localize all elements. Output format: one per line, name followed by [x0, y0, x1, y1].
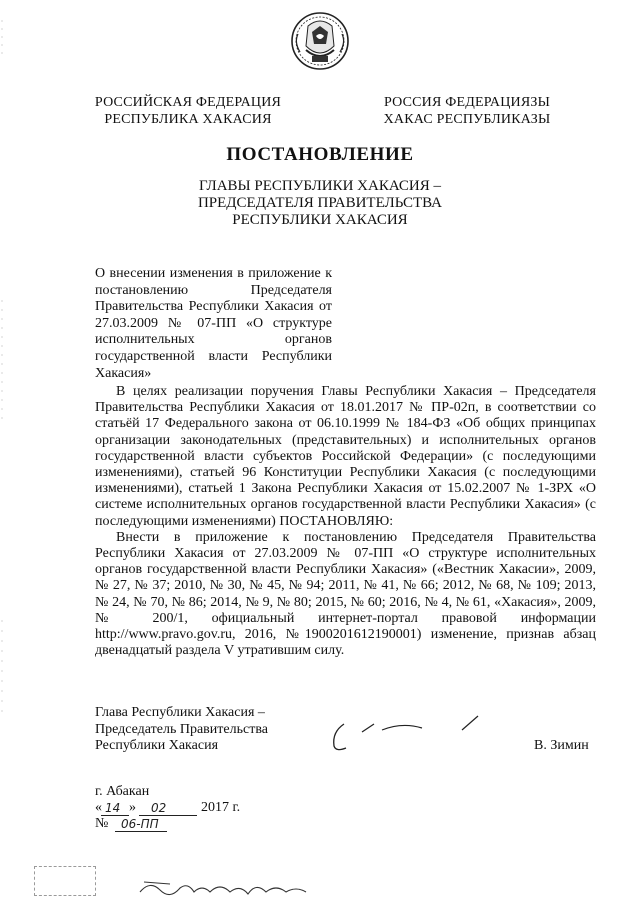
body-paragraph-1: В целях реализации поручения Главы Республики Хакасия – Председателя Правительства Республики Хакасия от 18.01.2017 № ПР-02п, в соответствии со статьёй 17 Федерального закона от 06.10.1999 № 184-ФЗ «Об общих принципах организации законодательных (представительных) и исполнительных органов государственной власти субъектов Российской Федерации» (с последующими изменениями), статьей 96 Конституции Республики Хакасия (с последующими изменениями), статьей 1 Закона Республики Хакасия от 15.02.2007 № 1-ЗРХ «О системе исполнительных органов государственной власти Республики Хакасия» (с последующими изменениями) ПОСТАНОВЛЯЮ: [95, 384, 596, 529]
issuer-line1: ГЛАВЫ РЕСПУБЛИКИ ХАКАСИЯ – [198, 178, 442, 194]
number-value: 06-ПП [121, 817, 159, 831]
header-left-line2: РЕСПУБЛИКА ХАКАСИЯ [104, 112, 272, 127]
signatory-line2: Председатель Правительства [95, 721, 268, 737]
date-quote-close: » [129, 800, 136, 815]
header-right-line2: ХАКАС РЕСПУБЛИКАЗЫ [383, 112, 551, 127]
header-left-line1: РОССИЙСКАЯ ФЕДЕРАЦИЯ [94, 95, 282, 110]
number-prefix: № [95, 816, 109, 831]
date-quote-open: « [95, 800, 102, 815]
body-paragraph-2: Внести в приложение к постановлению Председателя Правительства Республики Хакасия от 27.03.2009 № 07-ПП «О структуре исполнительных органов государственной власти Республики Хакасия» («Вестник Хакасии», 2009, № 27, № 37; 2010, № 30, № 45, № 94; 2011, № 41, № 66; 2012, № 68, № 109; 2013, № 24, № 70, № 86; 2014, № 9, № 80; 2015, № 60; 2016, № 4, № 61, «Хакасия», 2009, № 200/1, официальный интернет-портал правовой информации http://www.pravo.gov.ru, 2016, №1900201612190001) изменение, признав абзац двенадцатый раздела V утратившим силу. [95, 529, 596, 659]
signatory-name: В. Зимин [534, 738, 589, 753]
document-subject: О внесении изменения в приложение к постановлению Председателя Правительства Республики Хакасия от 27.03.2009 № 07-ПП «О структуре исполнительных органов государственной власти Республики Хакасия» [95, 266, 332, 381]
header-russian [78, 94, 298, 128]
issuer-line2: ПРЕДСЕДАТЕЛЯ ПРАВИТЕЛЬСТВА [197, 195, 443, 211]
issuer-line3: РЕСПУБЛИКИ ХАКАСИЯ [232, 212, 408, 228]
coat-of-arms-emblem [288, 10, 352, 74]
signatory-line1: Глава Республики Хакасия – [95, 705, 265, 720]
signatory-title [95, 705, 345, 755]
issue-city: г. Абакан [95, 784, 150, 799]
header-right-line1: РОССИЯ ФЕДЕРАЦИЯЗЫ [383, 95, 551, 110]
handwritten-note [130, 872, 330, 902]
date-month: 02 [151, 801, 167, 815]
document-title: ПОСТАНОВЛЕНИЕ [226, 144, 414, 165]
document-number [95, 816, 295, 834]
handwritten-signature [322, 710, 492, 760]
faint-stamp [34, 866, 96, 896]
header-khakas [362, 94, 572, 128]
date-year: 2017 г. [201, 800, 241, 815]
document-issuer [160, 178, 480, 229]
scan-edge-marks [0, 0, 6, 905]
signatory-line3: Республики Хакасия [95, 738, 219, 754]
document-body [95, 384, 596, 659]
date-day: 14 [105, 801, 121, 815]
